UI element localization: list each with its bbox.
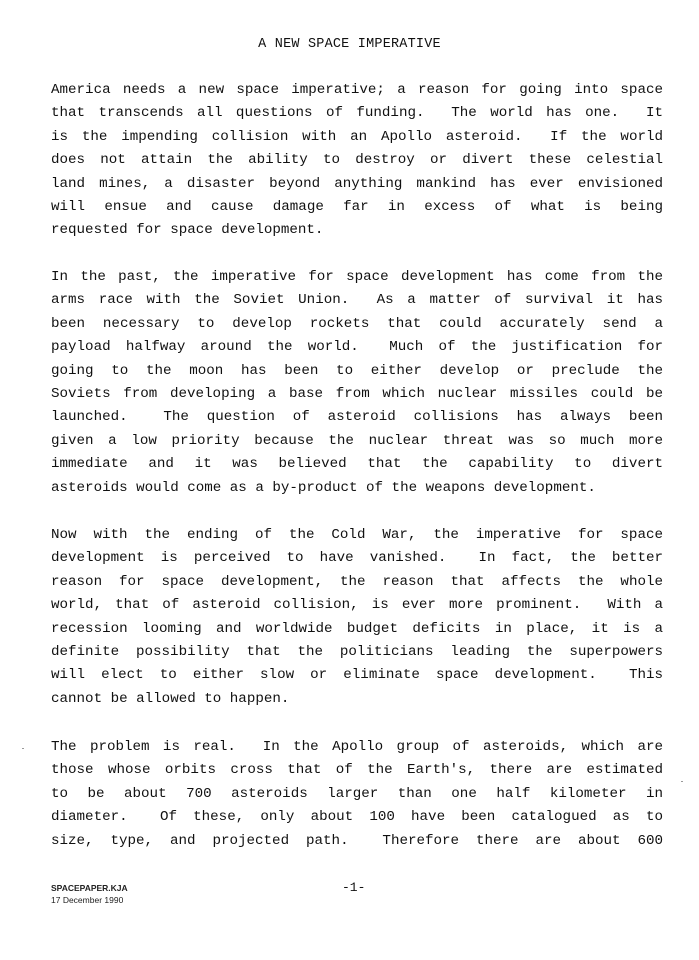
text-line: payload halfway around the world. Much of the justification for bbox=[51, 339, 663, 356]
footer-filename: SPACEPAPER.KJA bbox=[51, 883, 128, 893]
text-line: will elect to either slow or eliminate space development. This bbox=[51, 667, 663, 684]
footer-file-info bbox=[51, 882, 128, 906]
text-line: given a low priority because the nuclear threat was so much more bbox=[51, 432, 663, 449]
text-line: In the past, the imperative for space development has come from the bbox=[51, 269, 663, 285]
text-line: launched. The question of asteroid collisions has always been bbox=[51, 409, 663, 426]
text-line: immediate and it was believed that the capability to divert bbox=[51, 456, 663, 473]
scan-speck bbox=[681, 781, 683, 782]
scan-speck bbox=[22, 748, 24, 749]
text-line: to be about 700 asteroids larger than one half kilometer in bbox=[51, 785, 663, 802]
text-line: that transcends all questions of funding. The world has one. It bbox=[51, 105, 663, 122]
text-line: Now with the ending of the Cold War, the imperative for space bbox=[51, 527, 663, 543]
page-number: -1- bbox=[342, 880, 366, 895]
text-line: development is perceived to have vanished. In fact, the better bbox=[51, 550, 663, 567]
text-line: recession looming and worldwide budget deficits in place, it is a bbox=[51, 620, 663, 637]
paragraph-2 bbox=[51, 266, 663, 500]
text-line: those whose orbits cross that of the Earth's, there are estimated bbox=[51, 762, 663, 779]
paragraph-1 bbox=[51, 79, 663, 243]
text-line: land mines, a disaster beyond anything mankind has ever envisioned bbox=[51, 175, 663, 192]
text-line: requested for space development. bbox=[51, 222, 324, 239]
text-line: arms race with the Soviet Union. As a matter of survival it has bbox=[51, 292, 663, 309]
footer-date: 17 December 1990 bbox=[51, 895, 124, 905]
text-line: asteroids would come as a by-product of the weapons development. bbox=[51, 479, 596, 496]
text-line: is the impending collision with an Apollo asteroid. If the world bbox=[51, 128, 663, 145]
paragraph-4 bbox=[51, 736, 663, 853]
text-line: Soviets from developing a base from which nuclear missiles could be bbox=[51, 386, 663, 403]
text-line: world, that of asteroid collision, is ever more prominent. With a bbox=[51, 597, 663, 614]
text-line: will ensue and cause damage far in excess of what is being bbox=[51, 199, 663, 216]
text-line: reason for space development, the reason that affects the whole bbox=[51, 573, 663, 590]
text-line: The problem is real. In the Apollo group of asteroids, which are bbox=[51, 739, 663, 755]
text-line: definite possibility that the politicians leading the superpowers bbox=[51, 644, 663, 661]
paragraph-3 bbox=[51, 524, 663, 711]
text-line: does not attain the ability to destroy or divert these celestial bbox=[51, 152, 663, 169]
text-line: diameter. Of these, only about 100 have been catalogued as to bbox=[51, 809, 663, 826]
text-line: going to the moon has been to either develop or preclude the bbox=[51, 362, 663, 379]
text-line: been necessary to develop rockets that could accurately send a bbox=[51, 315, 663, 332]
text-line: America needs a new space imperative; a reason for going into space bbox=[51, 82, 663, 98]
document-title: A NEW SPACE IMPERATIVE bbox=[258, 37, 441, 52]
text-line: size, type, and projected path. Therefore there are about 600 bbox=[51, 832, 663, 849]
text-line: cannot be allowed to happen. bbox=[51, 690, 290, 707]
